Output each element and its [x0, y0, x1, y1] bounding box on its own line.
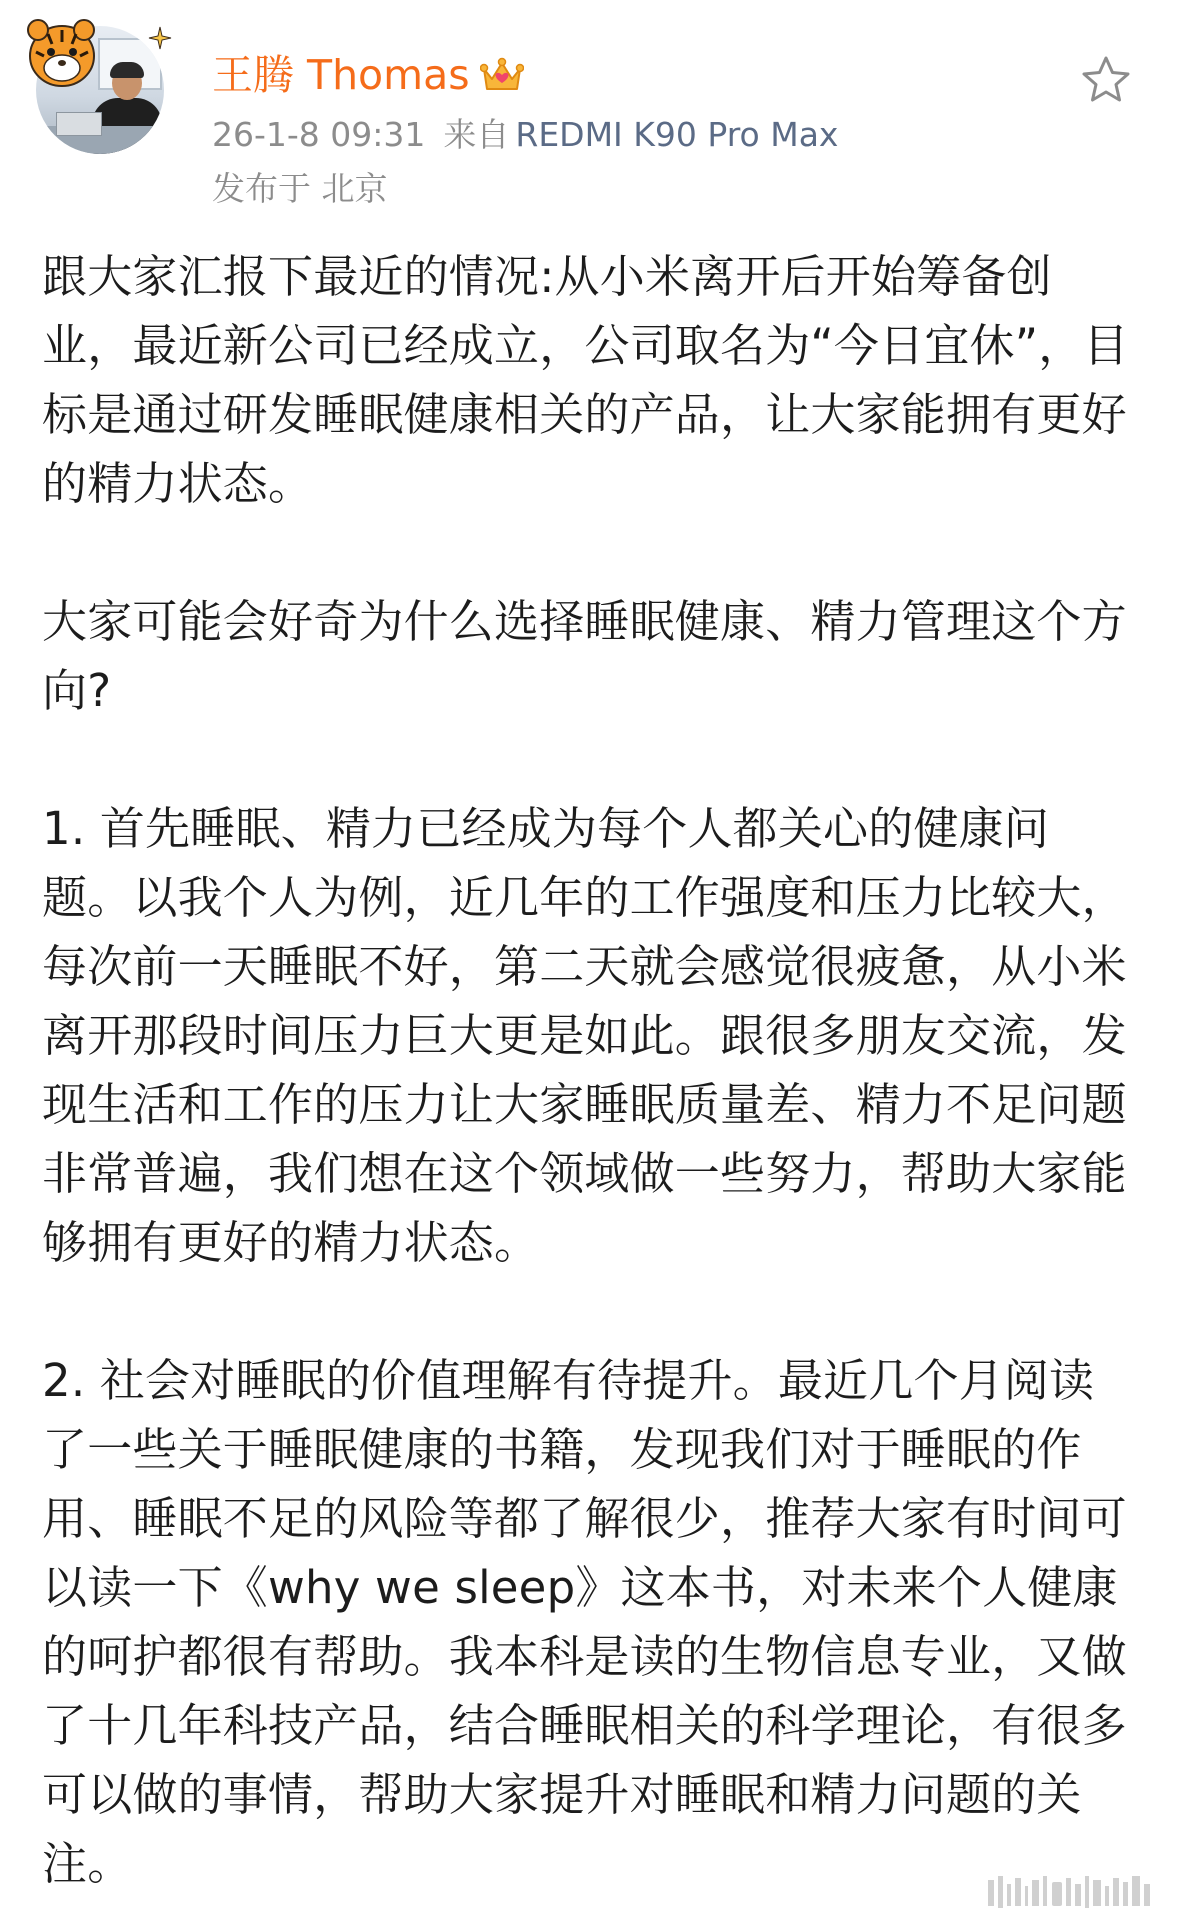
sparkle-icon [148, 26, 172, 50]
tiger-mascot-icon [22, 12, 104, 92]
avatar[interactable] [28, 12, 170, 154]
avatar-person-hair [110, 62, 144, 78]
crown-icon [480, 55, 524, 95]
post-header [0, 0, 1179, 210]
post-paragraph-point-2: 2. 社会对睡眠的价值理解有待提升。最近几个月阅读了一些关于睡眠健康的书籍，发现我们对于睡眠的作用、睡眠不足的风险等都了解很少，推荐大家有时间可以读一下《why we sleep》这本书，对未来个人健康的呵护都很有帮助。我本科是读的生物信息专业，又做了十几年科技产品，结合睡眠相关的科学理论，有很多可以做的事情，帮助大家提升对睡眠和精力问题的关注。 [42, 1354, 1127, 1890]
star-outline-icon[interactable] [1080, 54, 1132, 106]
post-body [42, 242, 1134, 1898]
post-paragraph-question: 大家可能会好奇为什么选择睡眠健康、精力管理这个方向? [42, 595, 1127, 717]
post-paragraph-point-1: 1. 首先睡眠、精力已经成为每个人都关心的健康问题。以我个人为例，近几年的工作强度和压力比较大，每次前一天睡眠不好，第二天就会感觉很疲惫，从小米离开那段时间压力巨大更是如此。跟很多朋友交流，发现生活和工作的压力让大家睡眠质量差、精力不足问题非常普遍，我们想在这个领域做一些努力，帮助大家能够拥有更好的精力状态。 [42, 802, 1127, 1269]
post-timestamp: 26-1-8 09:31 [212, 115, 426, 154]
avatar-laptop [56, 112, 102, 136]
post-meta [212, 112, 838, 158]
post-location: 发布于 北京 [212, 169, 388, 208]
watermark-logo [986, 1874, 1156, 1912]
username[interactable]: 王腾 Thomas [212, 51, 470, 99]
source-device-link[interactable]: REDMI K90 Pro Max [515, 115, 839, 154]
source-prefix: 来自 [443, 115, 510, 154]
username-row [212, 48, 524, 102]
post-paragraph-intro: 跟大家汇报下最近的情况:从小米离开后开始筹备创业，最近新公司已经成立，公司取名为“今日宜休”，目标是通过研发睡眠健康相关的产品，让大家能拥有更好的精力状态。 [42, 250, 1129, 510]
